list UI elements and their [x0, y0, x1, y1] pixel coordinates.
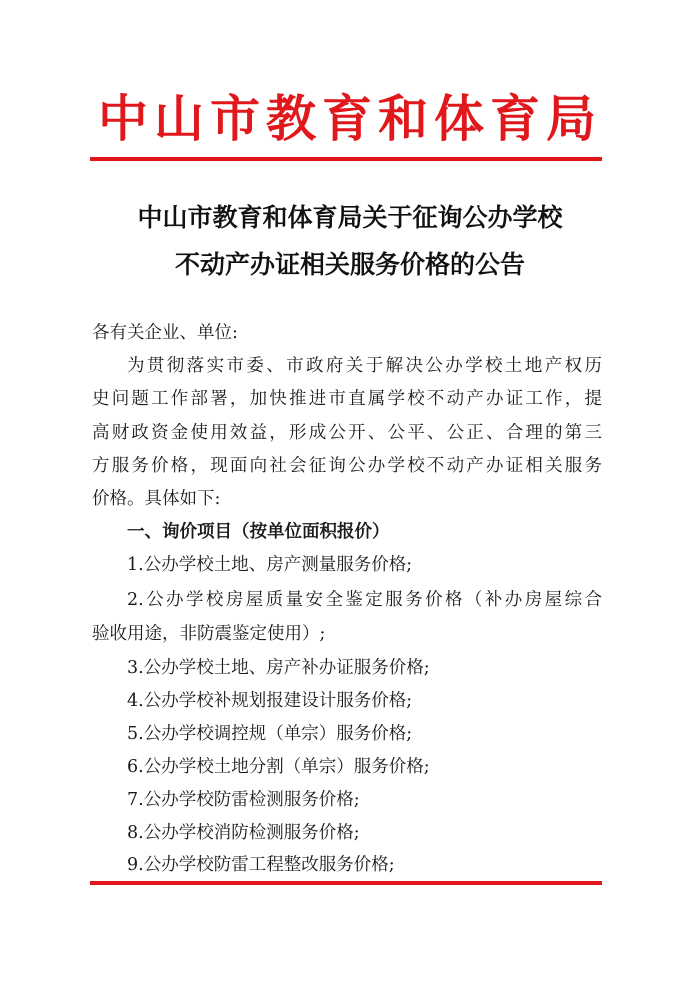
- letterhead-title: 中山市教育和体育局: [98, 89, 602, 148]
- list-item: 6.公办学校土地分割（单宗）服务价格;: [127, 757, 430, 777]
- list-item: 7.公办学校防雷检测服务价格;: [127, 790, 360, 810]
- intro-line-4: 方服务价格，现面向社会征询公办学校不动产办证相关服务: [92, 456, 602, 476]
- salutation: 各有关企业、单位:: [92, 323, 238, 343]
- intro-line-1: 为贯彻落实市委、市政府关于解决公办学校土地产权历: [127, 356, 602, 376]
- list-item: 2.公办学校房屋质量安全鉴定服务价格（补办房屋综合: [127, 590, 602, 610]
- section-heading: 一、询价项目（按单位面积报价）: [127, 522, 390, 542]
- letterhead-top-rule: [90, 157, 602, 161]
- document-title-line-1: 中山市教育和体育局关于征询公办学校: [137, 203, 563, 232]
- list-item-continuation: 验收用途，非防震鉴定使用）;: [92, 624, 326, 644]
- list-item: 3.公办学校土地、房产补办证服务价格;: [127, 658, 430, 678]
- footer-rule: [90, 881, 602, 885]
- list-item: 1.公办学校土地、房产测量服务价格;: [127, 555, 413, 575]
- list-item: 9.公办学校防雷工程整改服务价格;: [127, 855, 395, 875]
- document-title-line-2: 不动产办证相关服务价格的公告: [174, 250, 525, 279]
- intro-line-2: 史问题工作部署，加快推进市直属学校不动产办证工作，提: [92, 389, 602, 409]
- intro-line-5: 价格。具体如下:: [92, 489, 221, 509]
- list-item: 5.公办学校调控规（单宗）服务价格;: [127, 724, 413, 744]
- intro-line-3: 高财政资金使用效益，形成公开、公平、公正、合理的第三: [92, 423, 602, 443]
- list-item: 8.公办学校消防检测服务价格;: [127, 823, 360, 843]
- list-item: 4.公办学校补规划报建设计服务价格;: [127, 691, 413, 711]
